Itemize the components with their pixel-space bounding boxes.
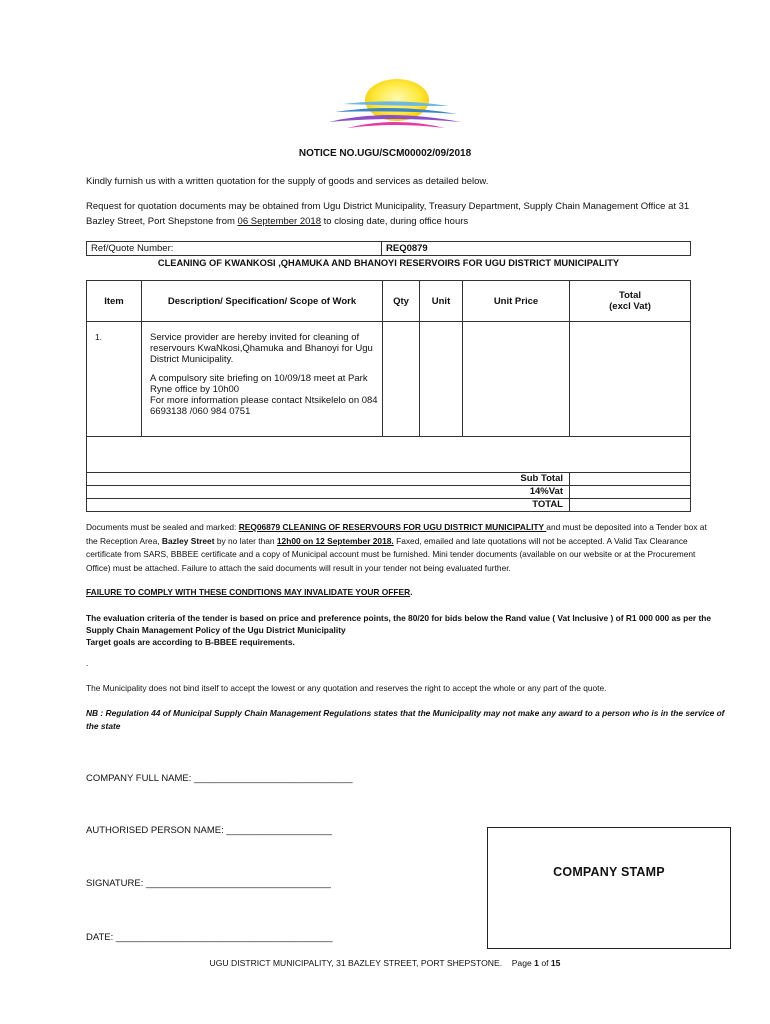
no-bind-statement: The Municipality does not bind itself to accept the lowest or any quotation and reserves the right to accept the whole or any part of the quote. — [86, 683, 607, 693]
row-total — [570, 322, 691, 437]
row-unit-price — [463, 322, 570, 437]
table-row — [87, 322, 691, 437]
evaluation-criteria: The evaluation criteria of the tender is based on price and preference points, the 80/20 for bids below the Rand value ( Vat Inclusive ) of R1 000 000 as per the Supply Chain Management Policy of the Ugu District Municipality Target goals are according to B-BBEE requirements. — [86, 613, 712, 647]
header-qty: Qty — [383, 281, 420, 322]
header-unit: Unit — [420, 281, 463, 322]
company-stamp-box — [487, 827, 731, 949]
header-description: Description/ Specification/ Scope of Work — [142, 281, 383, 322]
header-unit-price: Unit Price — [463, 281, 570, 322]
failure-warning: FAILURE TO COMPLY WITH THESE CONDITIONS MAY INVALIDATE YOUR OFFER. — [86, 587, 413, 597]
vat-row — [87, 486, 691, 499]
quote-title: CLEANING OF KWANKOSI ,QHAMUKA AND BHANOYI RESERVOIRS FOR UGU DISTRICT MUNICIPALITY — [157, 258, 620, 268]
notice-number: NOTICE NO.UGU/SCM00002/09/2018 — [298, 148, 472, 159]
subtotal-label: Sub Total — [87, 473, 570, 486]
municipality-logo — [325, 78, 465, 136]
separator-dot: . — [86, 658, 89, 668]
ref-label: Ref/Quote Number: — [87, 242, 382, 256]
request-date: 06 September 2018 — [237, 216, 321, 227]
row-unit — [420, 322, 463, 437]
total-row — [87, 499, 691, 512]
page-number: 1 — [534, 958, 539, 968]
total-value — [570, 499, 691, 512]
company-name-field[interactable]: COMPANY FULL NAME: ______________________________ — [86, 773, 353, 784]
marking-reference: REQ06879 CLEANING OF RESERVOURS FOR UGU DISTRICT MUNICIPALITY — [238, 522, 547, 532]
intro-text: Kindly furnish us with a written quotation for the supply of goods and services as detailed below. — [86, 176, 489, 187]
vat-label: 14%Vat — [87, 486, 570, 499]
total-label: TOTAL — [87, 499, 570, 512]
quote-table — [86, 280, 691, 512]
header-item: Item — [87, 281, 142, 322]
header-total: Total (excl Vat) — [570, 281, 691, 322]
authorised-person-field[interactable]: AUTHORISED PERSON NAME: ____________________ — [86, 825, 333, 836]
empty-row — [87, 437, 691, 473]
subtotal-value — [570, 473, 691, 486]
documents-paragraph: Documents must be sealed and marked: REQ06879 CLEANING OF RESERVOURS FOR UGU DISTRICT MUNICIPALITY and must be deposited into a Tender box at the Reception Area, Bazley Street by no later than 12h00 on 12 September 2018. Faxed, emailed and late quotations will not be accepted. A Valid Tax Clearance certificate from SARS, BBBEE certificate and a copy of Municipal account must be furnished. Mini tender documents (available on our website or at the Procurement Office) must be attached. Failure to attach the said documents will result in your tender not being evaluated further. — [86, 522, 707, 573]
page-footer: UGU DISTRICT MUNICIPALITY, 31 BAZLEY STREET, PORT SHEPSTONE. Page 1 of 15 — [209, 958, 561, 968]
nb-regulation: NB : Regulation 44 of Municipal Supply Chain Management Regulations states that the Municipality may not make any award to a person who is in the service of the state — [86, 708, 725, 731]
row-item-number: 1. — [87, 322, 142, 437]
signature-field[interactable]: SIGNATURE: ___________________________________ — [86, 878, 331, 889]
row-description: Service provider are hereby invited for cleaning of reservours KwaNkosi,Qhamuka and Bhanoyi for Ugu District Municipality. A compulsory site briefing on 10/09/18 meet at Park Ryne office by 10h00 For more information please contact Ntsikelelo on 084 6693138 /060 984 0751 — [142, 322, 383, 437]
ref-quote-table — [86, 241, 691, 256]
ref-value: REQ0879 — [382, 242, 691, 256]
row-qty — [383, 322, 420, 437]
page-total: 15 — [550, 958, 561, 968]
closing-time: 12h00 on 12 September 2018. — [276, 535, 394, 546]
footer-address: UGU DISTRICT MUNICIPALITY, 31 BAZLEY STREET, PORT SHEPSTONE. — [209, 958, 503, 968]
request-paragraph: Request for quotation documents may be obtained from Ugu District Municipality, Treasury Department, Supply Chain Management Office at 31 Bazley Street, Port Shepstone from 06 September 2018 to closing date, during office hours — [86, 201, 690, 227]
vat-value — [570, 486, 691, 499]
subtotal-row — [87, 473, 691, 486]
company-stamp-label: COMPANY STAMP — [553, 865, 665, 879]
table-header-row — [87, 281, 691, 322]
date-field[interactable]: DATE: _________________________________________ — [86, 932, 333, 943]
